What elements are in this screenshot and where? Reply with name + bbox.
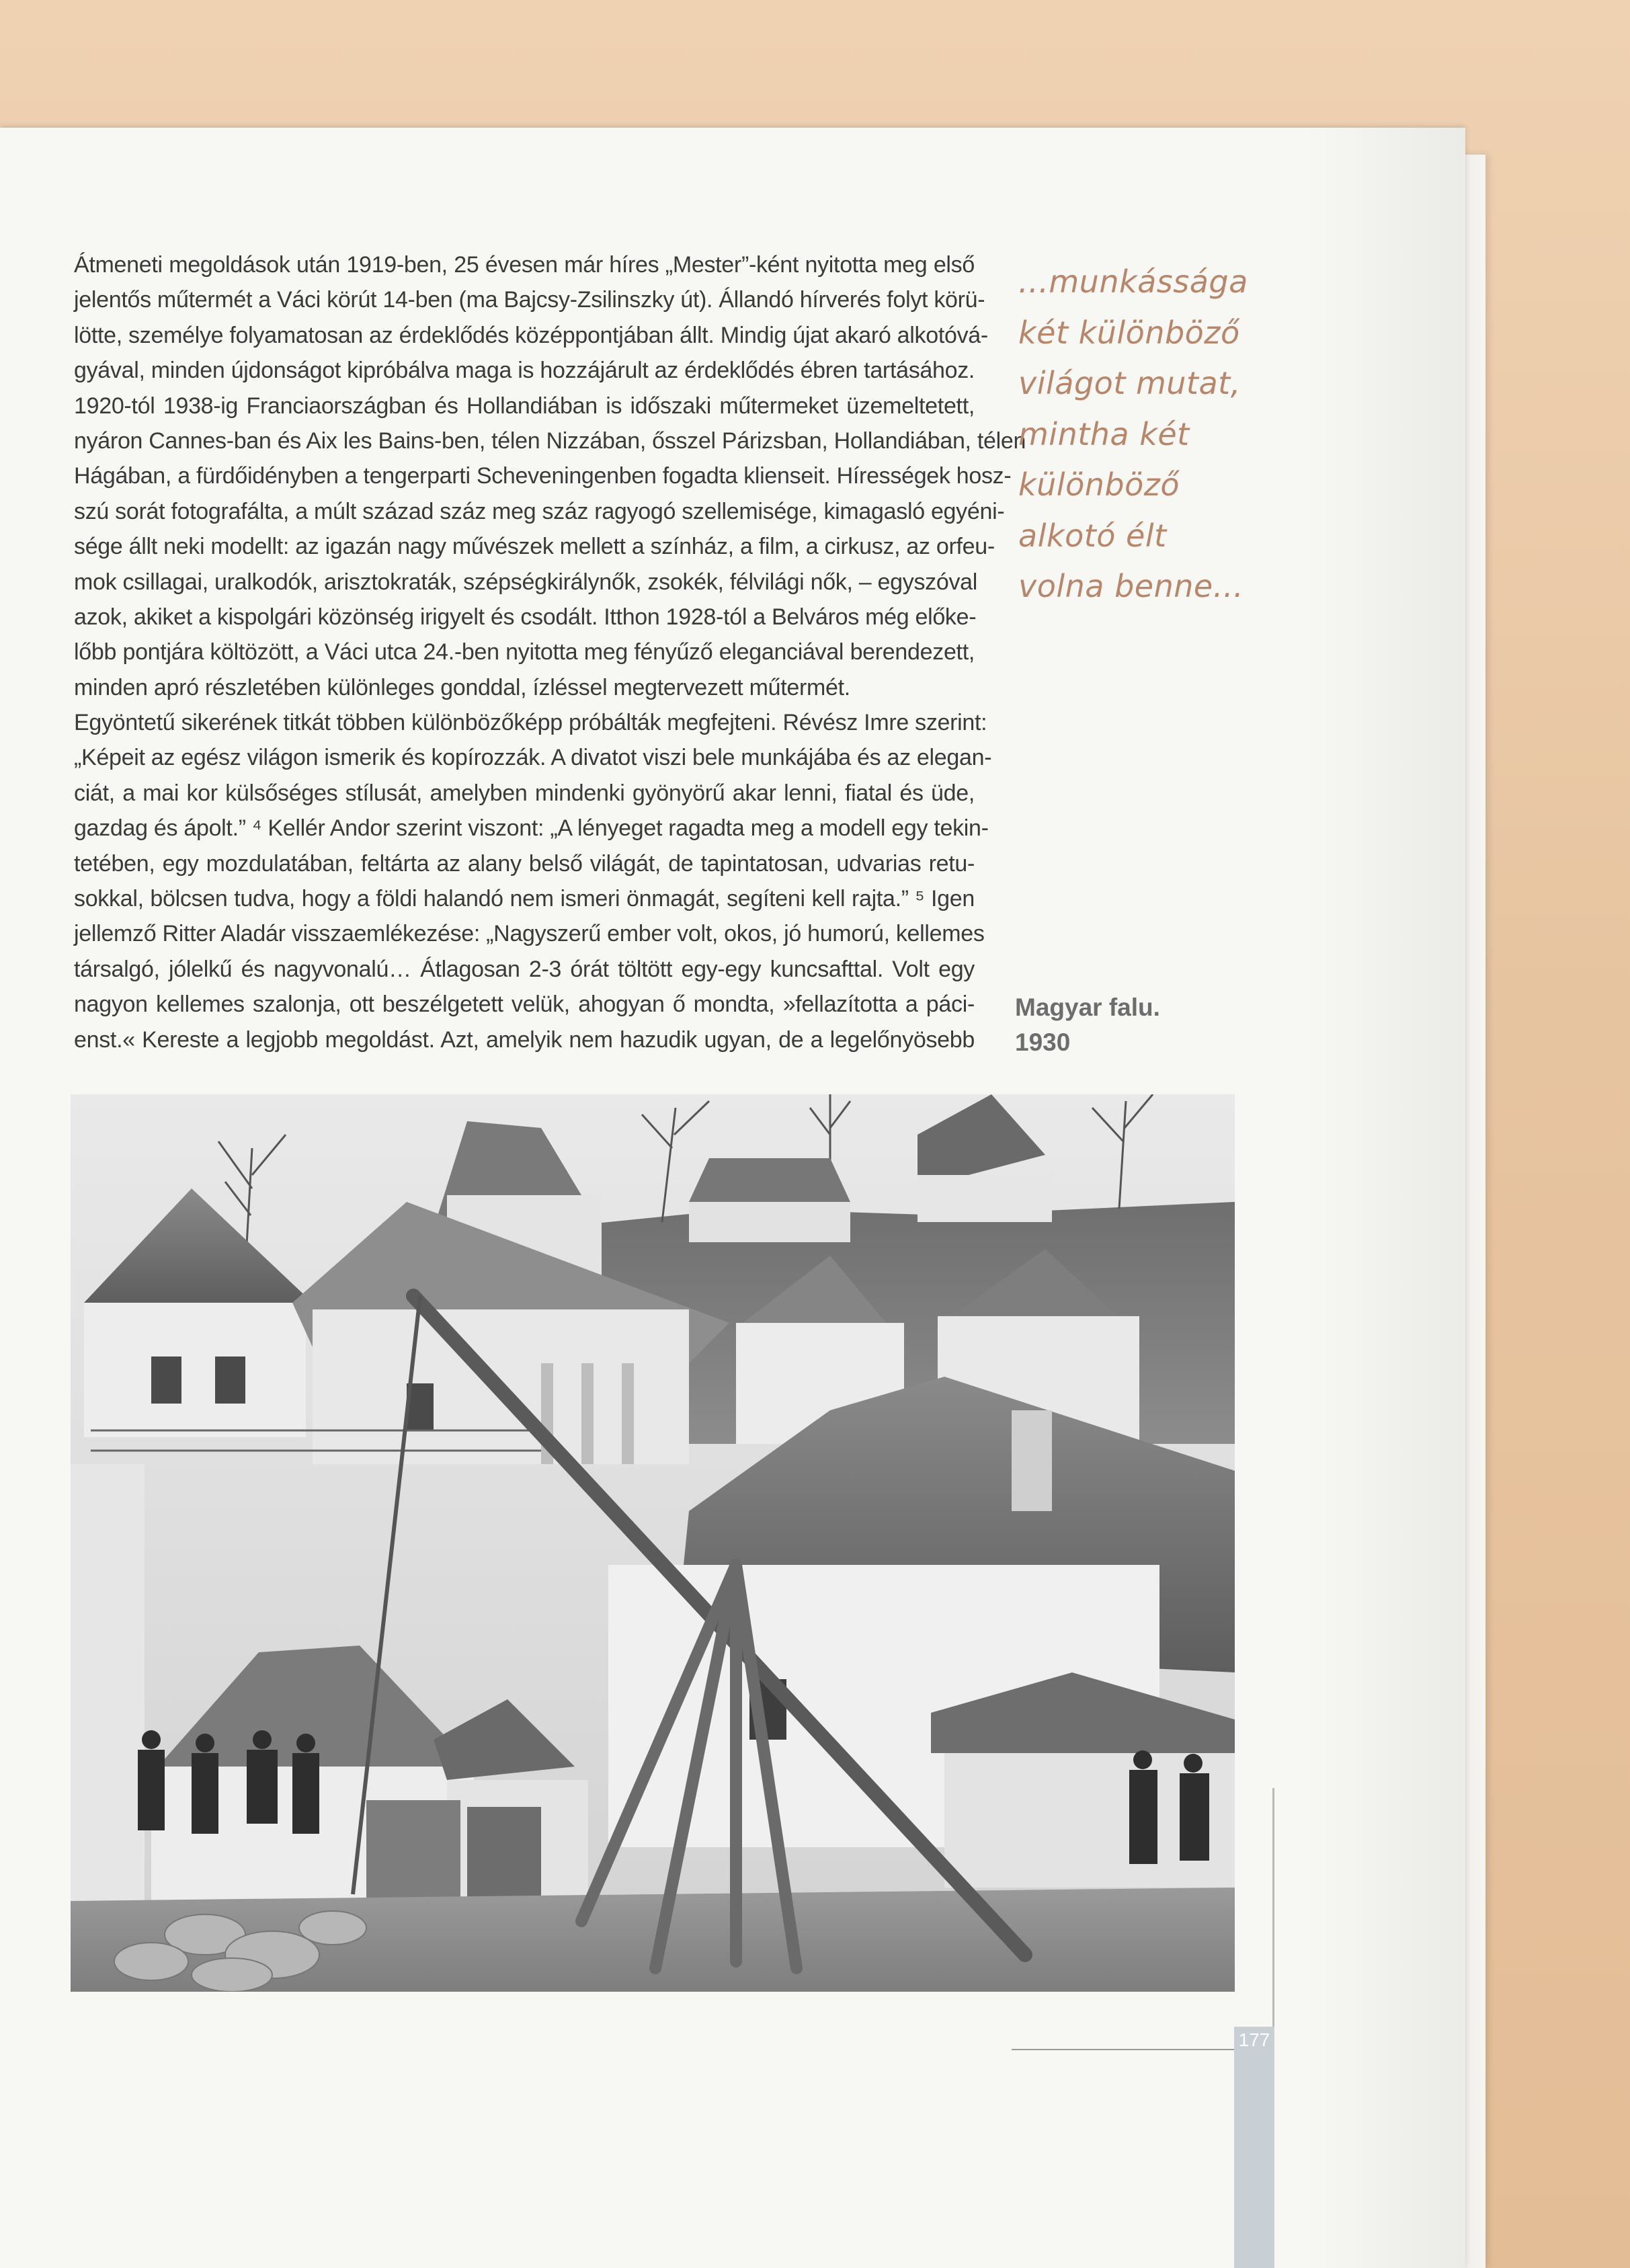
body-line: sokkal, bölcsen tudva, hogy a földi halandó nem ismeri önmagát, segíteni kell rajta.” ⁵ Igen bbox=[74, 886, 975, 912]
body-line: jelentős műtermét a Váci körút 14-ben (ma Bajcsy-Zsilinszky út). Állandó hírverés folyt körü- bbox=[74, 287, 985, 313]
body-line: tetében, egy mozdulatában, feltárta az alany belső világát, de tapintatosan, udvarias retu- bbox=[74, 850, 975, 877]
pull-quote-line: alkotó élt bbox=[1018, 517, 1167, 554]
pull-quote-line: ...munkássága bbox=[1018, 264, 1248, 300]
pull-quote-line: különböző bbox=[1018, 467, 1180, 503]
body-line: Egyöntetű sikerének titkát többen különbözőképp próbálták megfejteni. Révész Imre szerint: bbox=[74, 710, 987, 736]
body-line: enst.« Kereste a legjobb megoldást. Azt, amelyik nem hazudik ugyan, de a legelőnyösebb bbox=[74, 1026, 975, 1053]
body-line: sége állt neki modellt: az igazán nagy művészek mellett a színház, a film, a cirkusz, az orfeu- bbox=[74, 534, 995, 560]
caption-year: 1930 bbox=[1015, 1028, 1071, 1056]
page-gutter-shade bbox=[1304, 128, 1465, 2268]
pull-quote bbox=[1018, 257, 1274, 612]
body-line: 1920-tól 1938-ig Franciaországban és Hollandiában is időszaki műtermeket üzemeltetett, bbox=[74, 393, 975, 419]
body-line: szú sorát fotografálta, a múlt század száz meg száz ragyogó szellemisége, kimagasló egyéni- bbox=[74, 498, 1005, 524]
body-line: lötte, személye folyamatosan az érdeklődés középpontjában állt. Mindig újat akaró alkotóvá- bbox=[74, 322, 988, 348]
caption-title: Magyar falu. bbox=[1015, 994, 1160, 1021]
pull-quote-line: volna benne... bbox=[1018, 568, 1244, 604]
photo-caption bbox=[1015, 990, 1270, 1060]
body-line: ciát, a mai kor külsőséges stílusát, amelyben mindenki gyönyörű akar lenni, fiatal és üde, bbox=[74, 780, 975, 806]
body-line: azok, akiket a kispolgári közönség irigyelt és csodált. Itthon 1928-tól a Belváros még előke- bbox=[74, 604, 977, 630]
body-line: gyával, minden újdonságot kipróbálva maga is hozzájárult az érdeklődés ébren tartásához. bbox=[74, 358, 975, 384]
pull-quote-line: mintha két bbox=[1018, 415, 1190, 452]
body-line: jellemző Ritter Aladár visszaemlékezése: „Nagyszerű ember volt, okos, jó humorú, kellemes bbox=[74, 921, 985, 947]
page-number: 177 bbox=[1238, 2029, 1270, 2050]
body-line: társalgó, jólelkű és nagyvonalú… Átlagosan 2-3 órát töltött egy-egy kuncsafttal. Volt egy bbox=[74, 956, 975, 982]
body-line: mok csillagai, uralkodók, arisztokraták, szépségkirálynők, zsokék, félvilági nők, – egyszóval bbox=[74, 569, 978, 595]
body-line: nyáron Cannes-ban és Aix les Bains-ben, télen Nizzában, ősszel Párizsban, Hollandiában, télen bbox=[74, 428, 1026, 454]
body-line: lőbb pontjára költözött, a Váci utca 24.-ben nyitotta meg fényűző eleganciával berendezett, bbox=[74, 639, 975, 665]
body-line: minden apró részletében különleges gonddal, ízléssel megtervezett műtermét. bbox=[74, 674, 850, 700]
body-text-column bbox=[74, 247, 1026, 1057]
body-line: Átmeneti megoldások után 1919-ben, 25 évesen már híres „Mester”-ként nyitotta meg első bbox=[74, 252, 975, 278]
village-photograph bbox=[71, 1094, 1235, 1992]
body-line: gazdag és ápolt.” ⁴ Kellér Andor szerint viszont: „A lényeget ragadta meg a modell egy tekin- bbox=[74, 815, 989, 842]
pull-quote-line: világot mutat, bbox=[1018, 365, 1241, 401]
body-line: „Képeit az egész világon ismerik és kopírozzák. A divatot viszi bele munkájába és az elegan- bbox=[74, 745, 992, 771]
page-number-tab bbox=[1234, 2027, 1274, 2268]
pull-quote-line: két különböző bbox=[1018, 314, 1240, 351]
body-line: Hágában, a fürdőidényben a tengerparti Scheveningenben fogadta klienseit. Hírességek hosz- bbox=[74, 463, 1012, 489]
body-line: nagyon kellemes szalonja, ott beszélgetett velük, ahogyan ő mondta, »fellazította a páci- bbox=[74, 991, 975, 1018]
